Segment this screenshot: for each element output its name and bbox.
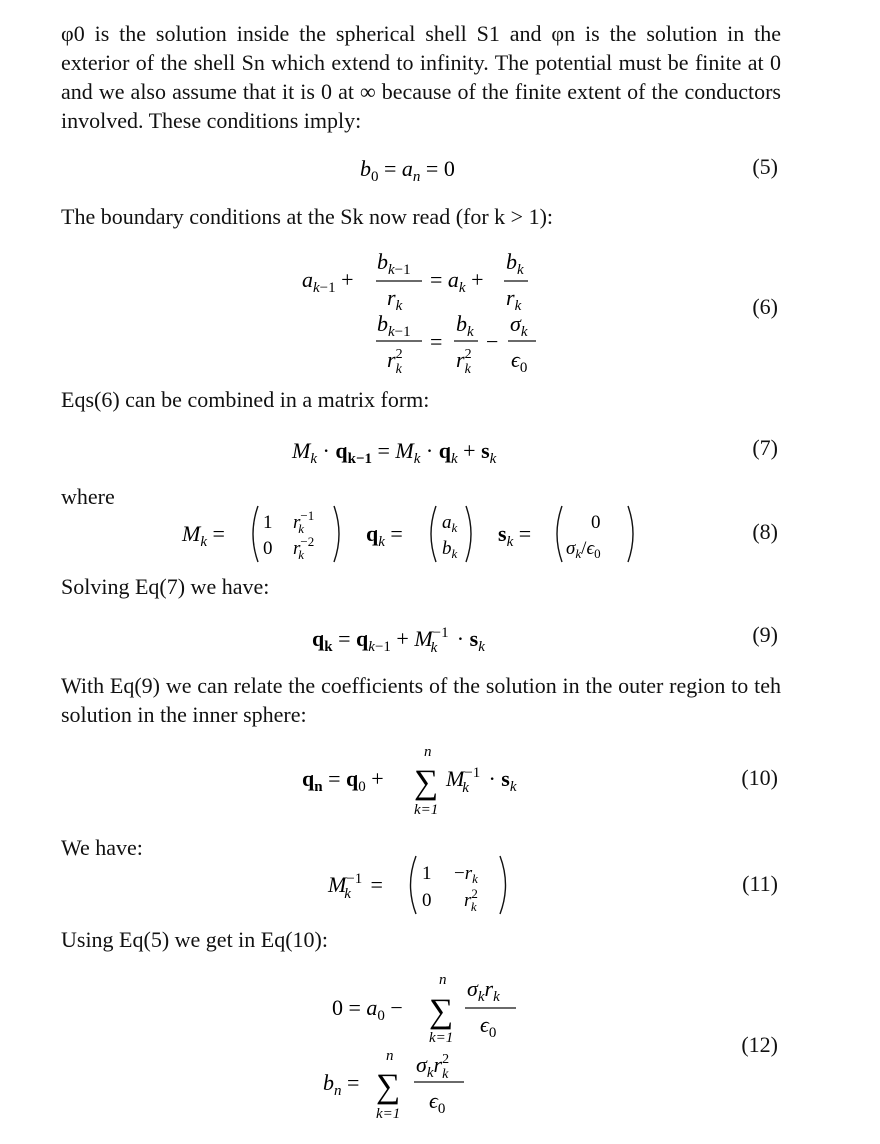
svg-text:σk/ϵ0: $\sigma_k/\epsilon_0$ bbox=[566, 538, 601, 561]
svg-text:M−1k =: $M^{-1}$ k = bbox=[328, 871, 383, 902]
svg-text:∑: ∑ bbox=[414, 764, 439, 801]
svg-text:ak: $a_k$ bbox=[442, 512, 458, 535]
paragraph-matrix-form-text: Eqs(6) can be combined in a matrix form: bbox=[61, 387, 430, 412]
svg-text:ϵ0: $\epsilon_0$ bbox=[429, 1088, 446, 1117]
paragraph-relate-text: With Eq(9) we can relate the coefficients of the solution in the outer region to teh solution in the inner sphere: bbox=[61, 673, 781, 727]
equation-number-8: (8) bbox=[752, 519, 778, 544]
paragraph-boundary bbox=[61, 202, 781, 231]
paragraph-using bbox=[61, 925, 781, 954]
svg-text:bk−1: $b_k-1$ bbox=[377, 249, 411, 278]
svg-text:1: 1 bbox=[263, 512, 273, 533]
svg-text:qk =: $q_k$ = bbox=[366, 521, 403, 550]
svg-text:bk−1: $b_k-1$ bbox=[377, 311, 411, 340]
equation-number-10: (10) bbox=[741, 765, 778, 790]
svg-text:r−2k: $r^{-2}$ k bbox=[293, 534, 315, 562]
svg-text:bk: $b_k$ bbox=[442, 538, 458, 561]
paragraph-intro-text: φ0 is the solution inside the spherical shell S1 and φn is the solution in the exterior of the shell Sn which extend to infinity. The potential must be finite at 0 and we also assume that it is 0 at ∞ because of the finite extent of the conductors involved. These conditions imply: bbox=[61, 21, 781, 133]
sum-lower-limit: k=1 bbox=[414, 802, 439, 818]
label-where: where bbox=[61, 484, 115, 509]
svg-text:σkrk: $\sigma_kr_k$ bbox=[467, 976, 500, 1005]
svg-text:sk =: $s_k$ = bbox=[498, 521, 532, 550]
svg-text:n: n bbox=[386, 1048, 394, 1064]
svg-text:σk: $\sigma_k$ bbox=[510, 311, 528, 340]
svg-text:rk: $r_k$ bbox=[506, 285, 522, 314]
equation-9 bbox=[0, 618, 880, 658]
svg-text:0 = a0 −: $0 = a_0$ − bbox=[332, 995, 403, 1024]
equation-number-7: (7) bbox=[752, 435, 778, 460]
paragraph-using-text: Using Eq(5) we get in Eq(10): bbox=[61, 927, 328, 952]
matrix-entry-one: 1 bbox=[422, 863, 432, 884]
svg-text:−rk: $-r_k$ bbox=[454, 863, 478, 886]
svg-text:r−1k: $r^{-1}$ k bbox=[293, 508, 315, 536]
svg-text:bk: $b_k$ bbox=[506, 249, 524, 278]
svg-text:ak−1 +: $a_k-1$ + bbox=[302, 267, 354, 296]
svg-text:0: 0 bbox=[263, 538, 273, 559]
svg-text:qn = q0 +: $q_n = q_0$ + bbox=[302, 766, 384, 795]
paragraph-solving bbox=[61, 572, 781, 601]
svg-text:n: n bbox=[439, 972, 447, 988]
paragraph-matrix-form bbox=[61, 385, 781, 414]
equation-number-11: (11) bbox=[742, 871, 778, 896]
svg-text:σkr2k: $\sigma_kr^2$ k bbox=[416, 1052, 450, 1082]
svg-text:k=1: k=1 bbox=[429, 1030, 454, 1046]
svg-text:qk = qk−1 + M−1k · sk: $q_k = q_k-1 + M^{-1}$ $k \cdot s_k$ bbox=[312, 625, 485, 656]
svg-text:r2k: $r^2$ k bbox=[456, 347, 472, 377]
equation-5 bbox=[0, 150, 880, 190]
svg-text:Mk · qk−1 = Mk · qk + sk: $M_k \cdot q_{k-1} = M_k \cdot q_k + s_k$ bbox=[292, 438, 497, 467]
paragraph-boundary-text: The boundary conditions at the Sk now read (for k > 1): bbox=[61, 204, 554, 229]
svg-text:M−1k · sk: $M^{-1}$ $k \cdot s_k$ bbox=[446, 765, 517, 796]
sum-upper-limit: n bbox=[424, 744, 432, 760]
svg-text:ϵ0: $\epsilon_0$ bbox=[480, 1012, 497, 1041]
svg-text:=: = bbox=[430, 329, 443, 354]
svg-text:k=1: k=1 bbox=[376, 1106, 401, 1122]
matrix-entry-zero: 0 bbox=[422, 890, 432, 911]
svg-text:∑: ∑ bbox=[376, 1068, 401, 1105]
equation-6 bbox=[0, 245, 880, 375]
equation-7 bbox=[0, 432, 880, 472]
svg-text:bk: $b_k$ bbox=[456, 311, 474, 340]
label-we-have: We have: bbox=[61, 835, 143, 860]
svg-text:∑: ∑ bbox=[429, 993, 454, 1030]
svg-text:Mk =: $M_k$ = bbox=[182, 521, 225, 550]
paragraph-solving-text: Solving Eq(7) we have: bbox=[61, 574, 270, 599]
svg-text:bn =: $b_n$ = bbox=[323, 1070, 360, 1099]
equation-number-6: (6) bbox=[752, 294, 778, 319]
equation-number-12: (12) bbox=[741, 1032, 778, 1057]
svg-text:= ak +: = $a_k$ + bbox=[430, 267, 484, 296]
equation-number-9: (9) bbox=[752, 622, 778, 647]
paragraph-relate bbox=[61, 671, 781, 729]
svg-text:0: 0 bbox=[591, 512, 601, 533]
svg-text:−: − bbox=[486, 329, 499, 354]
paragraph-intro bbox=[61, 19, 781, 135]
svg-text:ϵ0: $\epsilon_0$ bbox=[511, 347, 528, 376]
equation-number-5: (5) bbox=[752, 154, 778, 179]
svg-text:r2k: $r^2$ k bbox=[387, 347, 403, 377]
svg-text:b0 = an = 0: $b_0 = a_n = 0$ bbox=[360, 156, 455, 185]
equation-8 bbox=[0, 500, 880, 570]
svg-text:rk: $r_k$ bbox=[387, 285, 403, 314]
svg-text:r2k: $r^2$ k bbox=[464, 886, 478, 914]
